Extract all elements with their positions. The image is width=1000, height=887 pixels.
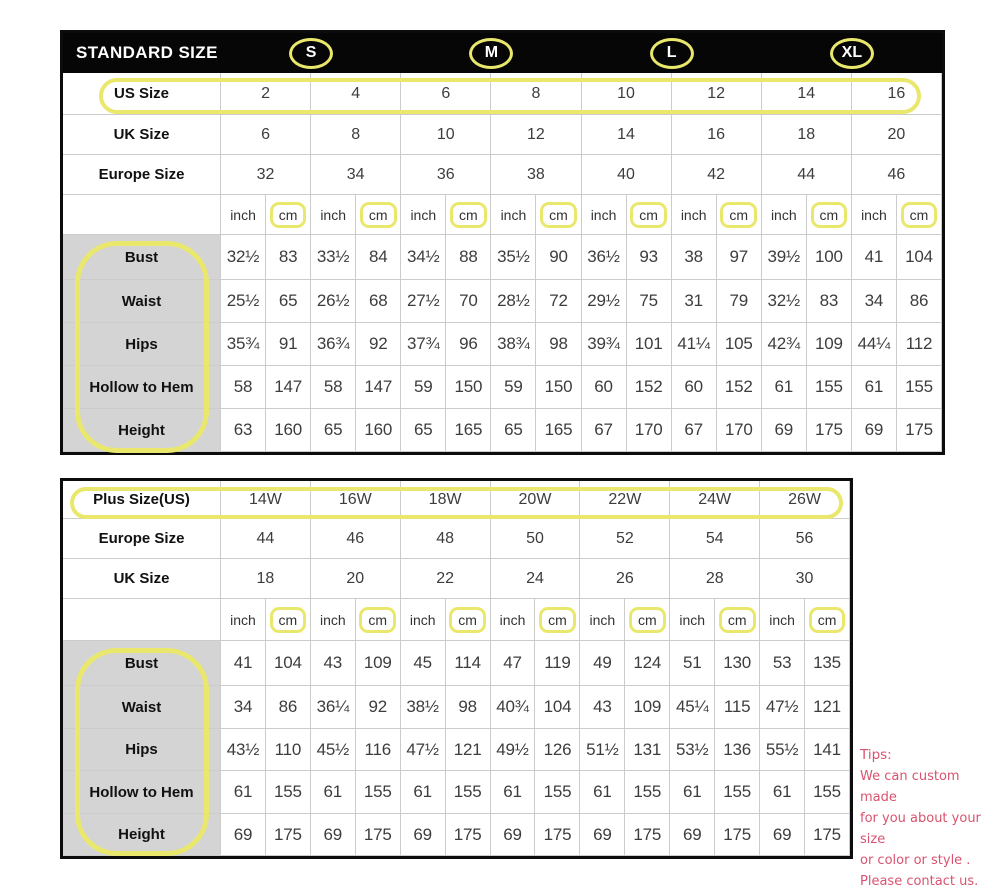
standard-size-header (63, 33, 942, 73)
size-group (221, 33, 401, 73)
measurement-cell: 175 (535, 814, 580, 856)
measurement-cell: 34 (852, 280, 897, 323)
measurement-cell: 83 (807, 280, 852, 323)
row-label: Height (63, 814, 221, 856)
standard-size-table (60, 30, 945, 455)
cm-highlight-box: cm (359, 607, 396, 633)
cm-header (715, 599, 760, 641)
measurement-cell: 84 (356, 235, 401, 280)
measurement-cell: 101 (627, 323, 672, 366)
inch-header: inch (311, 599, 356, 641)
measurement-cell: 150 (446, 366, 491, 409)
measurement-cell: 61 (852, 366, 897, 409)
measurement-cell: 116 (356, 729, 401, 771)
measurement-cell: 47½ (401, 729, 446, 771)
measurement-cell: 42¾ (762, 323, 807, 366)
inch-header: inch (221, 195, 266, 235)
size-cell: 4 (311, 73, 401, 115)
size-cell: 20 (852, 115, 942, 155)
size-cell: 26 (580, 559, 670, 599)
measurement-cell: 26½ (311, 280, 356, 323)
measurement-cell: 109 (356, 641, 401, 686)
measurement-cell: 63 (221, 409, 266, 452)
measurement-cell: 69 (670, 814, 715, 856)
measurement-cell: 170 (717, 409, 762, 452)
measurement-cell: 86 (266, 686, 311, 729)
measurement-cell: 69 (401, 814, 446, 856)
measurement-cell: 165 (536, 409, 581, 452)
row-label: Hips (63, 323, 221, 366)
size-cell: 12 (491, 115, 581, 155)
measurement-cell: 32½ (221, 235, 266, 280)
measurement-cell: 155 (356, 771, 401, 814)
measurement-cell: 175 (805, 814, 850, 856)
cm-highlight-box: cm (270, 607, 307, 633)
inch-header: inch (580, 599, 625, 641)
row-label: Bust (63, 641, 221, 686)
size-cell: 44 (762, 155, 852, 195)
cm-highlight-box: cm (360, 202, 397, 228)
measurement-cell: 61 (311, 771, 356, 814)
measurement-cell: 69 (762, 409, 807, 452)
measurement-cell: 175 (266, 814, 311, 856)
size-cell: 16W (311, 481, 401, 519)
measurement-cell: 88 (446, 235, 491, 280)
measurement-cell: 175 (807, 409, 852, 452)
cm-header (266, 599, 311, 641)
size-cell: 42 (672, 155, 762, 195)
size-group-ellipse: XL (830, 38, 874, 69)
size-cell: 28 (670, 559, 760, 599)
measurement-cell: 91 (266, 323, 311, 366)
standard-size-grid (63, 73, 942, 452)
unit-row-label (63, 195, 221, 235)
size-cell: 24 (491, 559, 581, 599)
measurement-cell: 51½ (580, 729, 625, 771)
cm-highlight-box: cm (629, 607, 666, 633)
measurement-cell: 69 (760, 814, 805, 856)
cm-header (897, 195, 942, 235)
measurement-cell: 37¾ (401, 323, 446, 366)
size-group-ellipse: S (289, 38, 333, 69)
measurement-cell: 96 (446, 323, 491, 366)
size-cell: 44 (221, 519, 311, 559)
measurement-cell: 110 (266, 729, 311, 771)
measurement-cell: 51 (670, 641, 715, 686)
measurement-cell: 60 (582, 366, 627, 409)
cm-header (446, 599, 491, 641)
row-label: Hips (63, 729, 221, 771)
cm-highlight-box: cm (539, 607, 576, 633)
size-group-labels (221, 33, 942, 73)
size-cell: 36 (401, 155, 491, 195)
measurement-cell: 59 (491, 366, 536, 409)
measurement-cell: 34 (221, 686, 266, 729)
inch-header: inch (491, 195, 536, 235)
measurement-cell: 175 (356, 814, 401, 856)
measurement-cell: 155 (807, 366, 852, 409)
cm-highlight-box: cm (449, 607, 486, 633)
cm-header (627, 195, 672, 235)
measurement-cell: 152 (627, 366, 672, 409)
measurement-cell: 41¼ (672, 323, 717, 366)
cm-highlight-box: cm (270, 202, 307, 228)
cm-header (625, 599, 670, 641)
plus-size-grid (63, 481, 850, 856)
measurement-cell: 32½ (762, 280, 807, 323)
cm-highlight-box: cm (540, 202, 577, 228)
measurement-cell: 90 (536, 235, 581, 280)
row-label: UK Size (63, 559, 221, 599)
measurement-cell: 36¼ (311, 686, 356, 729)
measurement-cell: 38½ (401, 686, 446, 729)
size-cell: 38 (491, 155, 581, 195)
row-label: Hollow to Hem (63, 771, 221, 814)
measurement-cell: 86 (897, 280, 942, 323)
measurement-cell: 47 (491, 641, 536, 686)
measurement-cell: 34½ (401, 235, 446, 280)
measurement-cell: 58 (221, 366, 266, 409)
measurement-cell: 43 (311, 641, 356, 686)
measurement-cell: 53½ (670, 729, 715, 771)
measurement-cell: 47½ (760, 686, 805, 729)
row-label: US Size (63, 73, 221, 115)
measurement-cell: 147 (356, 366, 401, 409)
size-cell: 6 (221, 115, 311, 155)
size-cell: 56 (760, 519, 850, 559)
size-cell: 16 (672, 115, 762, 155)
measurement-cell: 68 (356, 280, 401, 323)
measurement-cell: 49 (580, 641, 625, 686)
measurement-cell: 124 (625, 641, 670, 686)
measurement-cell: 35¾ (221, 323, 266, 366)
size-cell: 2 (221, 73, 311, 115)
measurement-cell: 59 (401, 366, 446, 409)
measurement-cell: 119 (535, 641, 580, 686)
size-cell: 52 (580, 519, 670, 559)
size-cell: 6 (401, 73, 491, 115)
measurement-cell: 43½ (221, 729, 266, 771)
measurement-cell: 61 (760, 771, 805, 814)
measurement-cell: 67 (582, 409, 627, 452)
measurement-cell: 39½ (762, 235, 807, 280)
measurement-cell: 112 (897, 323, 942, 366)
measurement-cell: 135 (805, 641, 850, 686)
measurement-cell: 83 (266, 235, 311, 280)
size-cell: 14 (582, 115, 672, 155)
inch-header: inch (760, 599, 805, 641)
inch-header: inch (852, 195, 897, 235)
tips-lines (860, 766, 998, 887)
tips-note (860, 745, 998, 887)
measurement-cell: 160 (356, 409, 401, 452)
measurement-cell: 141 (805, 729, 850, 771)
measurement-cell: 114 (446, 641, 491, 686)
measurement-cell: 65 (491, 409, 536, 452)
measurement-cell: 38¾ (491, 323, 536, 366)
size-cell: 26W (760, 481, 850, 519)
inch-header: inch (401, 195, 446, 235)
measurement-cell: 31 (672, 280, 717, 323)
cm-highlight-box: cm (630, 202, 667, 228)
size-cell: 54 (670, 519, 760, 559)
row-label: Hollow to Hem (63, 366, 221, 409)
measurement-cell: 65 (401, 409, 446, 452)
measurement-cell: 40¾ (491, 686, 536, 729)
row-label: Plus Size(US) (63, 481, 221, 519)
measurement-cell: 165 (446, 409, 491, 452)
cm-highlight-box: cm (901, 202, 938, 228)
inch-header: inch (582, 195, 627, 235)
measurement-cell: 27½ (401, 280, 446, 323)
measurement-cell: 67 (672, 409, 717, 452)
size-cell: 34 (311, 155, 401, 195)
measurement-cell: 104 (897, 235, 942, 280)
measurement-cell: 175 (715, 814, 760, 856)
cm-highlight-box: cm (809, 607, 846, 633)
measurement-cell: 152 (717, 366, 762, 409)
measurement-cell: 44¼ (852, 323, 897, 366)
size-cell: 12 (672, 73, 762, 115)
measurement-cell: 92 (356, 323, 401, 366)
row-label: Waist (63, 280, 221, 323)
measurement-cell: 38 (672, 235, 717, 280)
measurement-cell: 155 (266, 771, 311, 814)
measurement-cell: 35½ (491, 235, 536, 280)
size-cell: 16 (852, 73, 942, 115)
measurement-cell: 69 (491, 814, 536, 856)
measurement-cell: 155 (446, 771, 491, 814)
measurement-cell: 36¾ (311, 323, 356, 366)
inch-header: inch (672, 195, 717, 235)
measurement-cell: 65 (311, 409, 356, 452)
size-cell: 10 (401, 115, 491, 155)
measurement-cell: 109 (807, 323, 852, 366)
measurement-cell: 105 (717, 323, 762, 366)
measurement-cell: 61 (221, 771, 266, 814)
cm-header (805, 599, 850, 641)
inch-header: inch (401, 599, 446, 641)
measurement-cell: 41 (852, 235, 897, 280)
size-cell: 20 (311, 559, 401, 599)
row-label: Waist (63, 686, 221, 729)
measurement-cell: 121 (446, 729, 491, 771)
inch-header: inch (491, 599, 536, 641)
plus-size-table (60, 478, 853, 859)
measurement-cell: 53 (760, 641, 805, 686)
cm-highlight-box: cm (720, 202, 757, 228)
size-cell: 30 (760, 559, 850, 599)
cm-header (266, 195, 311, 235)
size-cell: 46 (852, 155, 942, 195)
measurement-cell: 97 (717, 235, 762, 280)
inch-header: inch (670, 599, 715, 641)
measurement-cell: 43 (580, 686, 625, 729)
measurement-cell: 150 (536, 366, 581, 409)
cm-header (536, 195, 581, 235)
measurement-cell: 69 (580, 814, 625, 856)
size-cell: 18 (762, 115, 852, 155)
size-cell: 8 (491, 73, 581, 115)
measurement-cell: 60 (672, 366, 717, 409)
size-cell: 18W (401, 481, 491, 519)
measurement-cell: 98 (536, 323, 581, 366)
measurement-cell: 39¾ (582, 323, 627, 366)
tips-title: Tips: (860, 747, 892, 763)
measurement-cell: 115 (715, 686, 760, 729)
row-label: Height (63, 409, 221, 452)
measurement-cell: 58 (311, 366, 356, 409)
tips-line: We can custom made (860, 769, 960, 805)
measurement-cell: 155 (897, 366, 942, 409)
row-label: UK Size (63, 115, 221, 155)
measurement-cell: 155 (625, 771, 670, 814)
cm-highlight-box: cm (450, 202, 487, 228)
measurement-cell: 170 (627, 409, 672, 452)
measurement-cell: 45½ (311, 729, 356, 771)
measurement-cell: 130 (715, 641, 760, 686)
size-cell: 8 (311, 115, 401, 155)
measurement-cell: 155 (715, 771, 760, 814)
size-cell: 18 (221, 559, 311, 599)
cm-highlight-box: cm (719, 607, 756, 633)
measurement-cell: 49½ (491, 729, 536, 771)
measurement-cell: 104 (266, 641, 311, 686)
cm-header (446, 195, 491, 235)
measurement-cell: 109 (625, 686, 670, 729)
inch-header: inch (311, 195, 356, 235)
tips-line: for you about your size (860, 811, 981, 847)
measurement-cell: 45¼ (670, 686, 715, 729)
measurement-cell: 98 (446, 686, 491, 729)
size-cell: 40 (582, 155, 672, 195)
measurement-cell: 28½ (491, 280, 536, 323)
size-group-ellipse: M (469, 38, 513, 69)
measurement-cell: 41 (221, 641, 266, 686)
measurement-cell: 79 (717, 280, 762, 323)
measurement-cell: 65 (266, 280, 311, 323)
cm-header (717, 195, 762, 235)
measurement-cell: 155 (805, 771, 850, 814)
size-cell: 22W (580, 481, 670, 519)
measurement-cell: 175 (897, 409, 942, 452)
measurement-cell: 104 (535, 686, 580, 729)
cm-highlight-box: cm (811, 202, 848, 228)
size-cell: 14 (762, 73, 852, 115)
measurement-cell: 136 (715, 729, 760, 771)
size-cell: 48 (401, 519, 491, 559)
size-cell: 14W (221, 481, 311, 519)
measurement-cell: 92 (356, 686, 401, 729)
tips-line: or color or style . (860, 853, 971, 868)
row-label: Europe Size (63, 155, 221, 195)
size-cell: 10 (582, 73, 672, 115)
size-group (401, 33, 581, 73)
measurement-cell: 175 (446, 814, 491, 856)
measurement-cell: 121 (805, 686, 850, 729)
measurement-cell: 75 (627, 280, 672, 323)
size-cell: 50 (491, 519, 581, 559)
size-cell: 22 (401, 559, 491, 599)
measurement-cell: 61 (401, 771, 446, 814)
measurement-cell: 33½ (311, 235, 356, 280)
tips-line: Please contact us. (860, 874, 979, 887)
inch-header: inch (221, 599, 266, 641)
size-group-ellipse: L (650, 38, 694, 69)
measurement-cell: 72 (536, 280, 581, 323)
unit-row-label (63, 599, 221, 641)
measurement-cell: 126 (535, 729, 580, 771)
measurement-cell: 61 (670, 771, 715, 814)
measurement-cell: 160 (266, 409, 311, 452)
cm-header (356, 195, 401, 235)
inch-header: inch (762, 195, 807, 235)
cm-header (807, 195, 852, 235)
measurement-cell: 55½ (760, 729, 805, 771)
measurement-cell: 100 (807, 235, 852, 280)
measurement-cell: 29½ (582, 280, 627, 323)
measurement-cell: 25½ (221, 280, 266, 323)
measurement-cell: 36½ (582, 235, 627, 280)
measurement-cell: 45 (401, 641, 446, 686)
measurement-cell: 69 (852, 409, 897, 452)
size-group (582, 33, 762, 73)
cm-header (535, 599, 580, 641)
size-cell: 46 (311, 519, 401, 559)
measurement-cell: 131 (625, 729, 670, 771)
measurement-cell: 69 (221, 814, 266, 856)
row-label: Europe Size (63, 519, 221, 559)
measurement-cell: 147 (266, 366, 311, 409)
standard-size-title: STANDARD SIZE (76, 43, 218, 62)
measurement-cell: 69 (311, 814, 356, 856)
measurement-cell: 61 (762, 366, 807, 409)
size-group (762, 33, 942, 73)
size-cell: 32 (221, 155, 311, 195)
measurement-cell: 93 (627, 235, 672, 280)
row-label: Bust (63, 235, 221, 280)
measurement-cell: 61 (580, 771, 625, 814)
cm-header (356, 599, 401, 641)
measurement-cell: 155 (535, 771, 580, 814)
size-cell: 24W (670, 481, 760, 519)
size-cell: 20W (491, 481, 581, 519)
measurement-cell: 70 (446, 280, 491, 323)
measurement-cell: 61 (491, 771, 536, 814)
measurement-cell: 175 (625, 814, 670, 856)
